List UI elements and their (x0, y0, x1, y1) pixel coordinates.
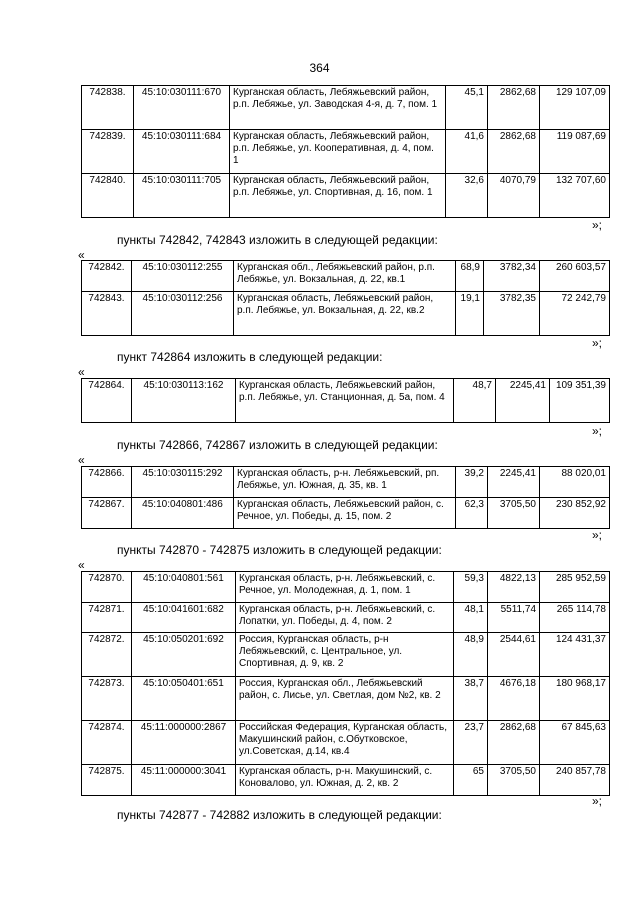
table-row (82, 572, 610, 603)
instruction-text: пункт 742864 изложить в следующей редакции: (117, 350, 383, 364)
price: 2245,41 (496, 379, 550, 423)
price: 2862,68 (488, 130, 540, 174)
value: 129 107,09 (540, 86, 610, 130)
row-number: 742867. (82, 498, 132, 529)
row-number: 742840. (82, 174, 134, 218)
value: 124 431,37 (540, 633, 610, 677)
value: 72 242,79 (540, 292, 610, 336)
price: 2862,68 (488, 86, 540, 130)
table-1 (81, 85, 610, 218)
value: 180 968,17 (540, 677, 610, 721)
cadastral-number: 45:10:030111:705 (134, 174, 230, 218)
close-quote-mark: »; (592, 336, 603, 350)
close-quote-mark: »; (592, 528, 603, 542)
open-quote-mark: « (78, 453, 85, 467)
area: 65 (454, 765, 488, 796)
instruction-text: пункты 742877 - 742882 изложить в следующей редакции: (117, 808, 442, 822)
address: Россия, Курганская область, р-н Лебяжьевский, с. Центральное, ул. Спортивная, д. 9, кв. 2 (236, 633, 454, 677)
address: Курганская область, Лебяжьевский район, с. Речное, ул. Победы, д. 15, пом. 2 (234, 498, 456, 529)
address: Курганская область, Лебяжьевский район, р.п. Лебяжье, ул. Вокзальная, д. 22, кв.2 (234, 292, 456, 336)
value: 119 087,69 (540, 130, 610, 174)
table-row (82, 261, 610, 292)
value: 88 020,01 (540, 467, 610, 498)
row-number: 742843. (82, 292, 132, 336)
value: 132 707,60 (540, 174, 610, 218)
address: Курганская область, Лебяжьевский район, р.п. Лебяжье, ул. Спортивная, д. 16, пом. 1 (230, 174, 446, 218)
value: 285 952,59 (540, 572, 610, 603)
address: Курганская область, Лебяжьевский район, р.п. Лебяжье, ул. Станционная, д. 5а, пом. 4 (236, 379, 454, 423)
area: 38,7 (454, 677, 488, 721)
area: 62,3 (456, 498, 488, 529)
row-number: 742875. (82, 765, 132, 796)
open-quote-mark: « (78, 365, 85, 379)
address: Курганская область, Лебяжьевский район, р.п. Лебяжье, ул. Кооперативная, д. 4, пом. 1 (230, 130, 446, 174)
table-row (82, 130, 610, 174)
instruction-text: пункты 742842, 742843 изложить в следующей редакции: (117, 233, 438, 247)
price: 2245,41 (488, 467, 540, 498)
close-quote-mark: »; (592, 424, 603, 438)
area: 48,1 (454, 603, 488, 633)
address: Российская Федерация, Курганская область, Макушинский район, с.Обутковское, ул.Советская, д.14, кв.4 (236, 721, 454, 765)
open-quote-mark: « (78, 558, 85, 572)
price: 3705,50 (488, 498, 540, 529)
address: Россия, Курганская обл., Лебяжьевский район, с. Лисье, ул. Светлая, дом №2, кв. 2 (236, 677, 454, 721)
table-row (82, 765, 610, 796)
address: Курганская область, Лебяжьевский район, р.п. Лебяжье, ул. Заводская 4-я, д. 7, пом. 1 (230, 86, 446, 130)
area: 59,3 (454, 572, 488, 603)
table-4 (81, 466, 610, 529)
cadastral-number: 45:10:030111:684 (134, 130, 230, 174)
area: 68,9 (456, 261, 484, 292)
value: 67 845,63 (540, 721, 610, 765)
table-row (82, 86, 610, 130)
table-row (82, 721, 610, 765)
table-row (82, 603, 610, 633)
price: 5511,74 (488, 603, 540, 633)
price: 2862,68 (488, 721, 540, 765)
row-number: 742874. (82, 721, 132, 765)
value: 109 351,39 (550, 379, 610, 423)
table-5 (81, 571, 610, 796)
cadastral-number: 45:10:040801:486 (132, 498, 234, 529)
row-number: 742871. (82, 603, 132, 633)
table-3 (81, 378, 610, 423)
price: 3782,35 (484, 292, 540, 336)
area: 48,7 (454, 379, 496, 423)
instruction-text: пункты 742866, 742867 изложить в следующей редакции: (117, 438, 438, 452)
price: 3782,34 (484, 261, 540, 292)
value: 265 114,78 (540, 603, 610, 633)
row-number: 742864. (82, 379, 132, 423)
row-number: 742870. (82, 572, 132, 603)
cadastral-number: 45:10:030115:292 (132, 467, 234, 498)
table-row (82, 677, 610, 721)
area: 45,1 (446, 86, 488, 130)
table-row (82, 498, 610, 529)
address: Курганская область, р-н. Макушинский, с. Коновалово, ул. Южная, д. 2, кв. 2 (236, 765, 454, 796)
page-number: 364 (309, 61, 330, 75)
row-number: 742842. (82, 261, 132, 292)
cadastral-number: 45:10:030112:256 (132, 292, 234, 336)
cadastral-number: 45:10:030111:670 (134, 86, 230, 130)
address: Курганская область, р-н. Лебяжьевский, с. Речное, ул. Молодежная, д. 1, пом. 1 (236, 572, 454, 603)
table-row (82, 467, 610, 498)
row-number: 742839. (82, 130, 134, 174)
table-2 (81, 260, 610, 336)
area: 39,2 (456, 467, 488, 498)
table-row (82, 633, 610, 677)
close-quote-mark: »; (592, 218, 603, 232)
cadastral-number: 45:10:050201:692 (132, 633, 236, 677)
table-row (82, 174, 610, 218)
cadastral-number: 45:10:030113:162 (132, 379, 236, 423)
area: 41,6 (446, 130, 488, 174)
address: Курганская область, р-н. Лебяжьевский, с. Лопатки, ул. Победы, д. 4, пом. 2 (236, 603, 454, 633)
value: 230 852,92 (540, 498, 610, 529)
instruction-text: пункты 742870 - 742875 изложить в следующей редакции: (117, 543, 442, 557)
row-number: 742872. (82, 633, 132, 677)
price: 4822,13 (488, 572, 540, 603)
cadastral-number: 45:10:050401:651 (132, 677, 236, 721)
area: 23,7 (454, 721, 488, 765)
area: 19,1 (456, 292, 484, 336)
cadastral-number: 45:10:030112:255 (132, 261, 234, 292)
price: 3705,50 (488, 765, 540, 796)
cadastral-number: 45:11:000000:2867 (132, 721, 236, 765)
close-quote-mark: »; (592, 794, 603, 808)
address: Курганская обл., Лебяжьевский район, р.п. Лебяжье, ул. Вокзальная, д. 22, кв.1 (234, 261, 456, 292)
price: 2544,61 (488, 633, 540, 677)
row-number: 742838. (82, 86, 134, 130)
area: 32,6 (446, 174, 488, 218)
value: 260 603,57 (540, 261, 610, 292)
value: 240 857,78 (540, 765, 610, 796)
address: Курганская область, р-н. Лебяжьевский, рп. Лебяжье, ул. Южная, д. 35, кв. 1 (234, 467, 456, 498)
cadastral-number: 45:10:041601:682 (132, 603, 236, 633)
row-number: 742873. (82, 677, 132, 721)
table-row (82, 379, 610, 423)
cadastral-number: 45:11:000000:3041 (132, 765, 236, 796)
price: 4676,18 (488, 677, 540, 721)
cadastral-number: 45:10:040801:561 (132, 572, 236, 603)
open-quote-mark: « (78, 248, 85, 262)
table-row (82, 292, 610, 336)
area: 48,9 (454, 633, 488, 677)
price: 4070,79 (488, 174, 540, 218)
row-number: 742866. (82, 467, 132, 498)
